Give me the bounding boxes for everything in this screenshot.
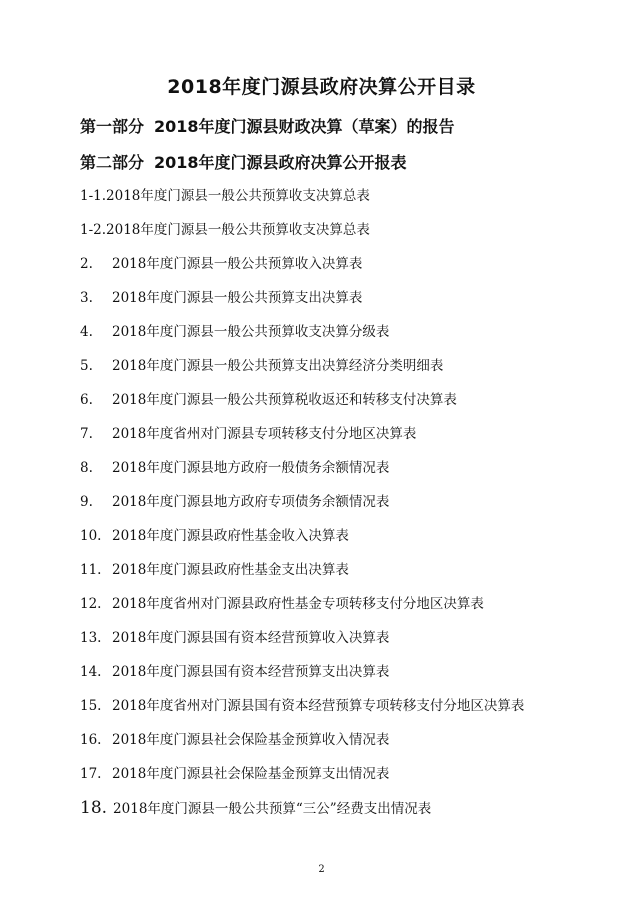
item-title: 2018年度门源县国有资本经营预算收入决算表: [112, 630, 390, 646]
toc-item: [80, 557, 620, 591]
toc-item: [80, 285, 620, 319]
item-title: 2018年度门源县一般公共预算支出决算表: [112, 290, 363, 306]
toc-item: [80, 591, 620, 625]
item-number: 2.: [80, 256, 93, 272]
item-number: 14.: [80, 664, 102, 680]
table-of-contents: [80, 183, 620, 829]
item-title: 2018年度省州对门源县国有资本经营预算专项转移支付分地区决算表: [112, 698, 525, 714]
page-number: 2: [318, 864, 325, 875]
item-title: 2018年度门源县一般公共预算收支决算分级表: [112, 324, 390, 340]
toc-item: [80, 523, 620, 557]
part-heading-2: [80, 150, 407, 173]
item-number: 16.: [80, 732, 102, 748]
item-title: 2018年度门源县一般公共预算收支决算总表: [106, 188, 370, 204]
item-number: 7.: [80, 426, 93, 442]
document-title: 2018年度门源县政府决算公开目录: [167, 76, 476, 98]
item-title: 2018年度门源县社会保险基金预算支出情况表: [112, 766, 390, 782]
item-number: 12.: [80, 596, 102, 612]
toc-item: [80, 251, 620, 285]
part-number: 第一部分: [80, 117, 145, 136]
toc-item: [80, 795, 620, 829]
item-number: 8.: [80, 460, 93, 476]
item-number: 3.: [80, 290, 93, 306]
item-number: 5.: [80, 358, 93, 374]
item-number: 6.: [80, 392, 93, 408]
toc-item: [80, 319, 620, 353]
toc-item: [80, 421, 620, 455]
item-title: 2018年度省州对门源县政府性基金专项转移支付分地区决算表: [112, 596, 484, 612]
item-title: 2018年度省州对门源县专项转移支付分地区决算表: [112, 426, 417, 442]
toc-item: [80, 625, 620, 659]
item-title: 2018年度门源县地方政府一般债务余额情况表: [112, 460, 390, 476]
toc-item: [80, 387, 620, 421]
item-title: 2018年度门源县一般公共预算“三公”经费支出情况表: [113, 801, 432, 817]
toc-item: [80, 217, 620, 251]
part-title: 2018年度门源县财政决算（草案）的报告: [154, 117, 455, 136]
item-title: 2018年度门源县一般公共预算收入决算表: [112, 256, 363, 272]
item-title: 2018年度门源县政府性基金支出决算表: [112, 562, 349, 578]
toc-item: [80, 693, 620, 727]
item-number: 15.: [80, 698, 102, 714]
item-title: 2018年度门源县政府性基金收入决算表: [112, 528, 349, 544]
item-number: 9.: [80, 494, 93, 510]
item-number: 11.: [80, 562, 102, 578]
item-title: 2018年度门源县国有资本经营预算支出决算表: [112, 664, 390, 680]
toc-item: [80, 761, 620, 795]
part-number: 第二部分: [80, 153, 145, 172]
item-number: 13.: [80, 630, 102, 646]
item-number: 17.: [80, 766, 102, 782]
item-title: 2018年度门源县一般公共预算收支决算总表: [106, 222, 370, 238]
item-number: 1-1.: [80, 188, 107, 204]
item-title: 2018年度门源县社会保险基金预算收入情况表: [112, 732, 390, 748]
toc-item: [80, 455, 620, 489]
toc-item: [80, 353, 620, 387]
item-number: 18.: [80, 798, 108, 818]
item-title: 2018年度门源县地方政府专项债务余额情况表: [112, 494, 390, 510]
toc-item: [80, 489, 620, 523]
item-number: 1-2.: [80, 222, 107, 238]
item-title: 2018年度门源县一般公共预算支出决算经济分类明细表: [112, 358, 444, 374]
item-number: 4.: [80, 324, 93, 340]
toc-item: [80, 727, 620, 761]
toc-item: [80, 659, 620, 693]
part-heading-1: [80, 114, 455, 137]
toc-item: [80, 183, 620, 217]
part-title: 2018年度门源县政府决算公开报表: [154, 153, 407, 172]
item-title: 2018年度门源县一般公共预算税收返还和转移支付决算表: [112, 392, 457, 408]
item-number: 10.: [80, 528, 102, 544]
